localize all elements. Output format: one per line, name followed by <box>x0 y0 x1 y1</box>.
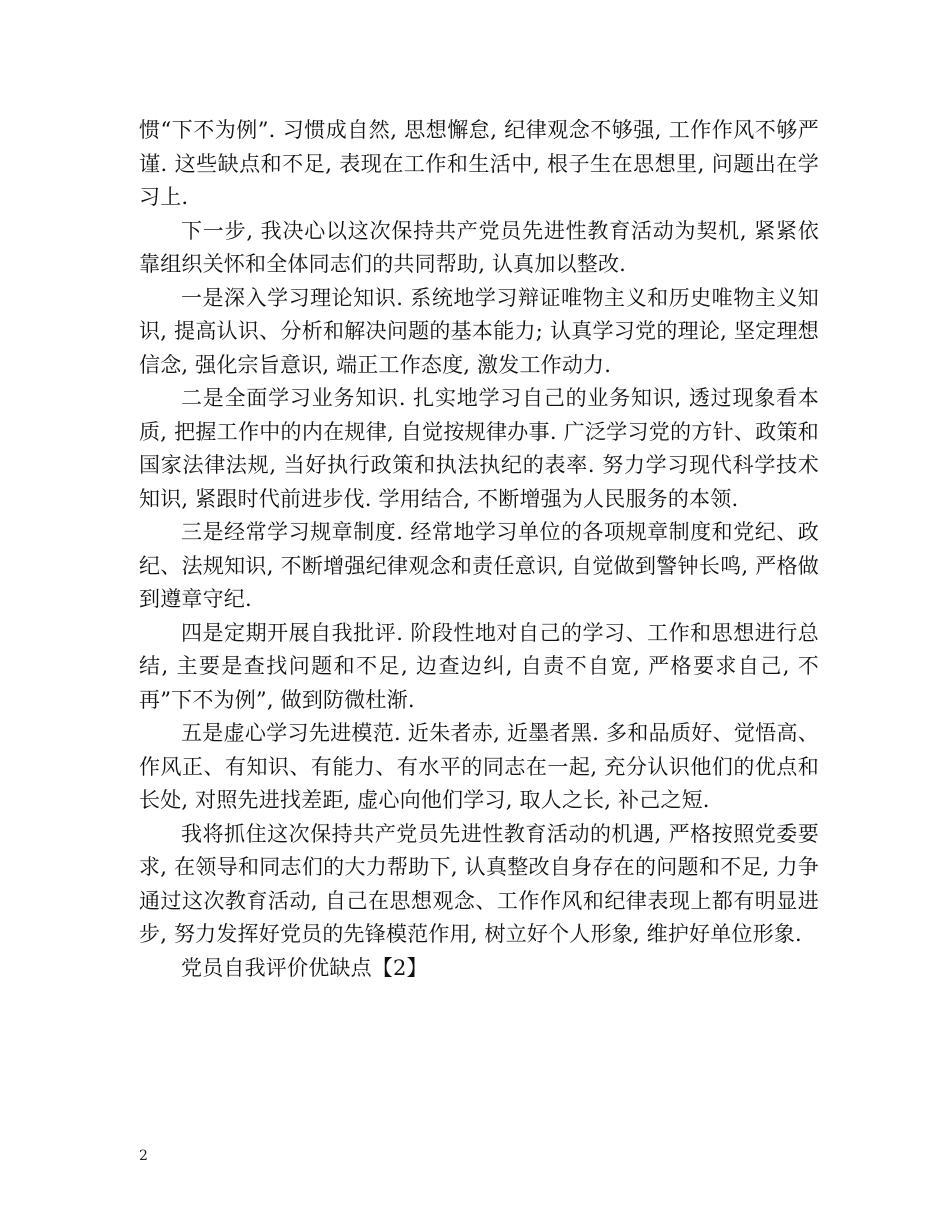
page-number: 2 <box>139 1148 148 1164</box>
paragraph-2: 下一步, 我决心以这次保持共产党员先进性教育活动为契机, 紧紧依靠组织关怀和全体同志们的共同帮助, 认真加以整改. <box>139 218 819 276</box>
paragraph-6: 四是定期开展自我批评. 阶段性地对自己的学习、工作和思想进行总结, 主要是查找问题和不足, 边查边纠, 自责不自宽, 严格要求自己, 不再”下不为例”, 做到防微杜渐. <box>139 620 819 712</box>
paragraph-8: 我将抓住这次保持共产党员先进性教育活动的机遇, 严格按照党委要求, 在领导和同志们的大力帮助下, 认真整改自身存在的问题和不足, 力争通过这次教育活动, 自己在思想观念、工作作风和纪律表现上都有明显进步, 努力发挥好党员的先锋模范作用, 树立好个人形象, 维护好单位形象. <box>139 821 819 946</box>
document-body <box>139 114 819 985</box>
paragraph-1: 惯“下不为例”. 习惯成自然, 思想懈怠, 纪律观念不够强, 工作作风不够严谨. 这些缺点和不足, 表现在工作和生活中, 根子生在思想里, 问题出在学习上. <box>139 118 819 209</box>
paragraph-5: 三是经常学习规章制度. 经常地学习单位的各项规章制度和党纪、政纪、法规知识, 不断增强纪律观念和责任意识, 自觉做到警钟长鸣, 严格做到遵章守纪. <box>139 520 819 611</box>
section-heading: 党员自我评价优缺点【2】 <box>181 955 428 980</box>
paragraph-4: 二是全面学习业务知识. 扎实地学习自己的业务知识, 透过现象看本质, 把握工作中的内在规律, 自觉按规律办事. 广泛学习党的方针、政策和国家法律法规, 当好执行政策和执法执纪的表率. 努力学习现代科学技术知识, 紧跟时代前进步伐. 学用结合, 不断增强为人民服务的本领. <box>139 386 819 511</box>
paragraph-7: 五是虚心学习先进模范. 近朱者赤, 近墨者黑. 多和品质好、觉悟高、作风正、有知识、有能力、有水平的同志在一起, 充分认识他们的优点和长处, 对照先进找差距, 虚心向他们学习, 取人之长, 补己之短. <box>139 721 819 812</box>
paragraph-3: 一是深入学习理论知识. 系统地学习辩证唯物主义和历史唯物主义知识, 提高认识、分析和解决问题的基本能力; 认真学习党的理论, 坚定理想信念, 强化宗旨意识, 端正工作态度, 激发工作动力. <box>139 285 819 377</box>
